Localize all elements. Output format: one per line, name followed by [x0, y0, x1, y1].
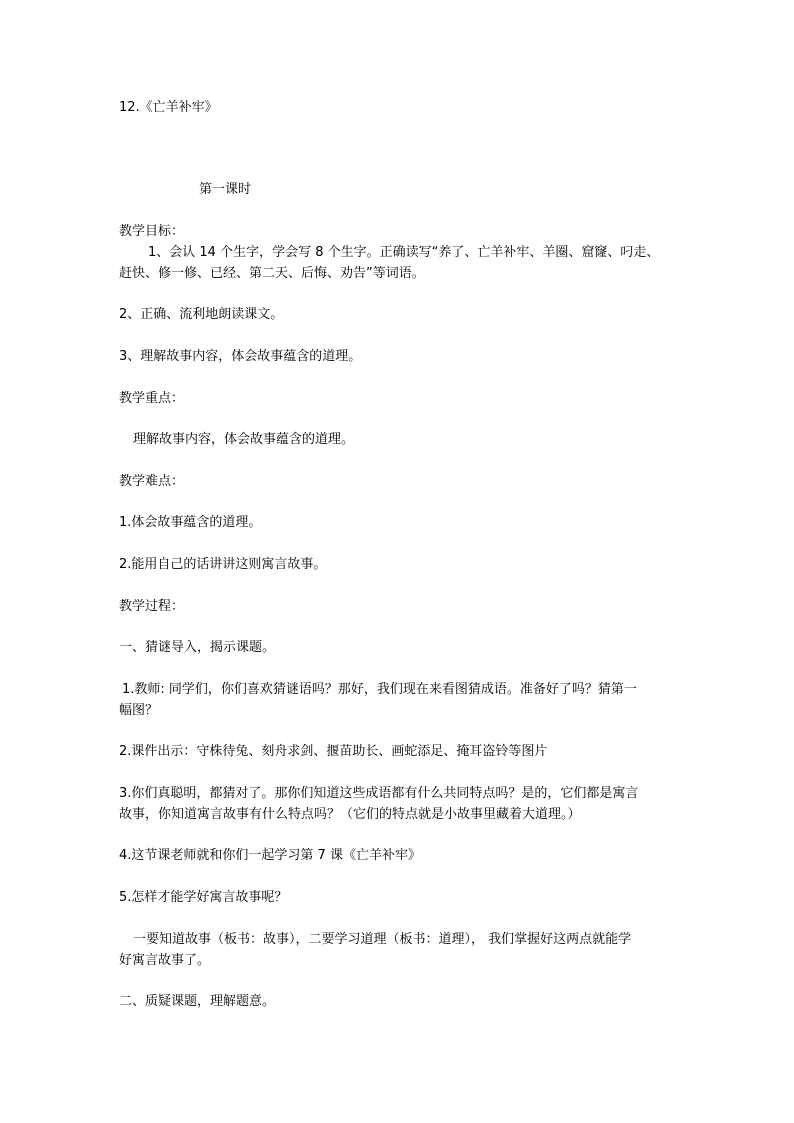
objective-3: 3、理解故事内容，体会故事蕴含的道理。 [119, 349, 362, 364]
key-points-text: 理解故事内容，体会故事蕴含的道理。 [133, 432, 355, 447]
objective-1-line-1: 1、会认 14 个生字，学会写 8 个生字。正确读写“养了、亡羊补牢、羊圈、窟窿、叼走、 [148, 245, 660, 260]
step-5: 5.怎样才能学好寓言故事呢？ [119, 890, 288, 905]
section-title: 第一课时 [199, 182, 252, 197]
step-1-line-2: 幅图？ [119, 703, 159, 718]
difficulty-2: 2.能用自己的话讲讲这则寓言故事。 [119, 557, 327, 572]
step-4: 4.这节课老师就和你们一起学习第 7 课《亡羊补牢》 [119, 848, 421, 863]
key-points-label: 教学重点： [119, 391, 185, 406]
lesson-title: 12.《亡羊补牢》 [119, 100, 218, 115]
process-label: 教学过程： [119, 599, 185, 614]
step-5-answer-line-1: 一要知道故事（板书：故事），二要学习道理（板书：道理）， 我们掌握好这两点就能学 [133, 932, 632, 947]
process-part-1-heading: 一、猜谜导入，揭示课题。 [119, 640, 276, 655]
step-3-line-2: 故事，你知道寓言故事有什么特点吗？（它们的特点就是小故事里藏着大道理。） [119, 807, 581, 822]
objective-2: 2、正确、流利地朗读课文。 [119, 307, 284, 322]
objective-1-line-2: 赶快、修一修、已经、第二天、后悔、劝告”等词语。 [119, 266, 425, 281]
step-3-line-1: 3.你们真聪明，都猜对了。那你们知道这些成语都有什么共同特点吗？是的，它们都是寓言 [119, 786, 639, 801]
objectives-label: 教学目标： [119, 224, 185, 239]
difficulty-1: 1.体会故事蕴含的道理。 [119, 515, 262, 530]
difficulties-label: 教学难点： [119, 474, 185, 489]
step-2: 2.课件出示：守株待兔、刻舟求剑、揠苗助长、画蛇添足、掩耳盗铃等图片 [119, 744, 548, 759]
step-5-answer-line-2: 好寓言故事了。 [119, 953, 211, 968]
process-part-2-heading: 二、质疑课题，理解题意。 [119, 994, 276, 1009]
step-1-line-1: 1.教师: 同学们，你们喜欢猜谜语吗？那好，我们现在来看图猜成语。准备好了吗？猜第一 [122, 682, 637, 697]
